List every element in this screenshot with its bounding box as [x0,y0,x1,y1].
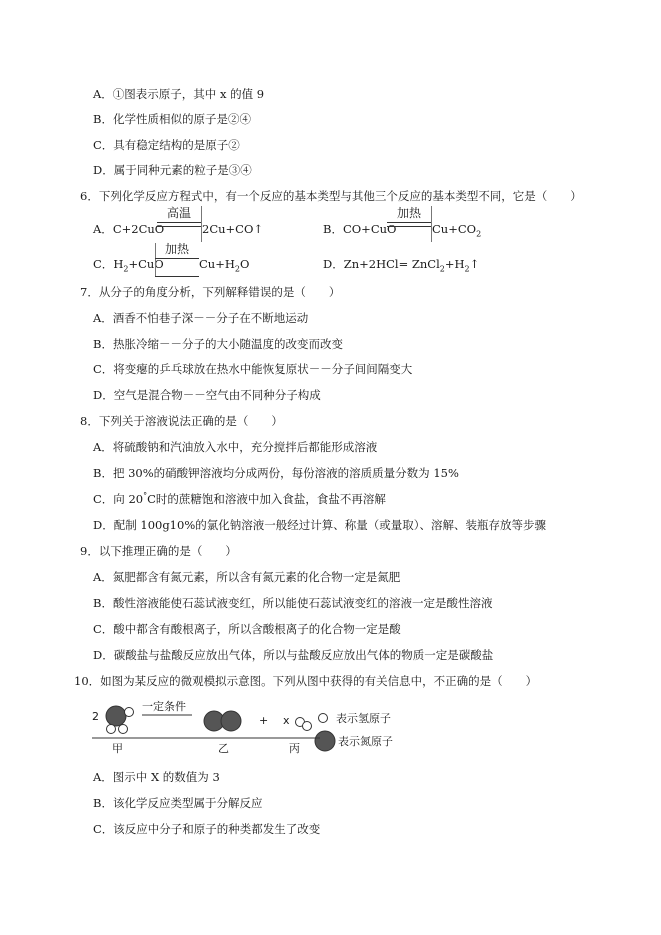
q6-c-left-a: H [113,257,124,271]
q6-d-sub2: 2 [464,264,470,274]
q5-option-d: D．属于同种元素的粒子是③④ [93,163,252,177]
q9-option-b: B．酸性溶液能使石蕊试液变红，所以能使石蕊试液变红的溶液一定是酸性溶液 [93,596,493,610]
q6-c-left-sub: 2 [123,264,129,274]
q7-option-b: B．热胀冷缩－－分子的大小随温度的改变而改变 [93,337,343,351]
q6-option-d [323,256,479,272]
legend-nitrogen: 表示氮原子 [338,735,393,748]
q6-c-product [199,256,249,272]
q6-c-label: C． [93,257,114,271]
coefficient-x: x [283,714,290,727]
q5-option-a: A．①图表示原子，其中 x 的值 9 [93,87,265,101]
q6-a-product [202,221,263,237]
q8-option-d: D．配制 100g10%的氯化钠溶液一般经过计算、称量（或量取）、溶解、装瓶存放等步骤 [93,518,546,532]
q6-b-right-sub: 2 [476,229,482,239]
q6-b-equals-top [387,222,431,223]
q6-a-equals-bottom [157,226,201,227]
gas-arrow-icon: ↑ [253,222,264,236]
q6-c-right-b: O [239,257,250,271]
q6-a-left: C+2CuO [112,222,165,236]
q6-a-equals-top [157,222,201,223]
q9-option-c: C．酸中都含有酸根离子，所以含酸根离子的化合物一定是酸 [93,622,401,636]
q6-d-sub1: 2 [439,264,445,274]
gas-arrow-icon: ↑ [469,257,480,271]
molecule-yi-icon [204,711,241,731]
q6-b-equals-bottom [387,226,431,227]
q8-stem: 8．下列关于溶液说法正确的是（ ） [80,414,283,428]
nitrogen-atom-legend-icon [315,731,335,751]
q8-option-c [93,491,386,507]
q6-c-condition: 加热 [164,242,189,256]
q8-option-c-b: C时的蔗糖饱和溶液中加入食盐，食盐不再溶解 [147,492,386,506]
molecule-jia-icon [106,706,134,734]
q6-option-c [93,256,164,272]
q5-option-c: C．具有稳定结构的是原子② [93,138,240,152]
q6-option-b [323,221,396,237]
q6-stem: 6．下列化学反应方程式中，有一个反应的基本类型与其他三个反应的基本类型不同，它是（ ） [80,189,582,203]
label-jia: 甲 [112,742,123,755]
q10-option-c: C．该反应中分子和原子的种类都发生了改变 [93,822,321,836]
legend-hydrogen: 表示氢原子 [336,712,391,725]
q6-d-text-a: Zn+2HCl= ZnCl [343,257,440,271]
reaction-diagram [92,702,432,758]
q10-option-b: B．该化学反应类型属于分解反应 [93,796,263,810]
q10-stem: 10．如图为某反应的微观模拟示意图。下列从图中获得的有关信息中，不正确的是（ ） [74,674,538,688]
q9-option-a: A．氮肥都含有氮元素，所以含有氮元素的化合物一定是氮肥 [93,570,401,584]
q6-b-label: B． [323,222,343,236]
q6-c-right-a: Cu+H [199,257,235,271]
q6-c-right-sub: 2 [234,264,240,274]
q6-b-right: Cu+CO [432,222,477,236]
q6-c-equals-top [155,258,199,259]
q6-c-left-b: +CuO [128,257,164,271]
q7-stem: 7．从分子的角度分析，下列解释错误的是（ ） [80,285,341,299]
q9-option-d: D．碳酸盐与盐酸反应放出气体，所以与盐酸反应放出气体的物质一定是碳酸盐 [93,648,494,662]
plus-sign: + [259,714,269,727]
degree-sign: ° [143,491,148,501]
q8-option-c-a: C．向 20 [93,492,144,506]
q6-a-label: A． [93,222,113,236]
label-yi: 乙 [218,742,229,755]
q6-b-left: CO+CuO [342,222,397,236]
hydrogen-atom-legend-icon [319,714,328,723]
q6-a-right: 2Cu+CO [202,222,254,236]
q6-d-text-b: +H [444,257,465,271]
q7-option-d: D．空气是混合物－－空气由不同种分子构成 [93,388,321,402]
q8-option-b: B．把 30%的硝酸钾溶液均分成两份，每份溶液的溶质质量分数为 15% [93,466,459,480]
q6-d-label: D． [323,257,344,271]
coefficient-2: 2 [92,710,99,723]
q6-option-a [93,221,164,237]
q6-c-equals-bottom [155,276,199,277]
label-bing: 丙 [289,742,300,755]
q6-b-condition: 加热 [396,206,421,220]
molecule-bing-icon [296,718,312,731]
q7-option-a: A．酒香不怕巷子深－－分子在不断地运动 [93,311,309,325]
q10-option-a: A．图示中 X 的数值为 3 [93,770,220,784]
q6-b-product [432,221,481,237]
q6-a-condition: 高温 [166,206,191,220]
q7-option-c: C．将变瘪的乒乓球放在热水中能恢复原状－－分子间间隔变大 [93,362,413,376]
q9-stem: 9．以下推理正确的是（ ） [80,544,237,558]
q6-c-divider [155,243,156,277]
q8-option-a: A．将硫酸钠和汽油放入水中，充分搅拌后都能形成溶液 [93,440,378,454]
reaction-condition: 一定条件 [142,700,186,713]
q5-option-b: B．化学性质相似的原子是②④ [93,112,251,126]
